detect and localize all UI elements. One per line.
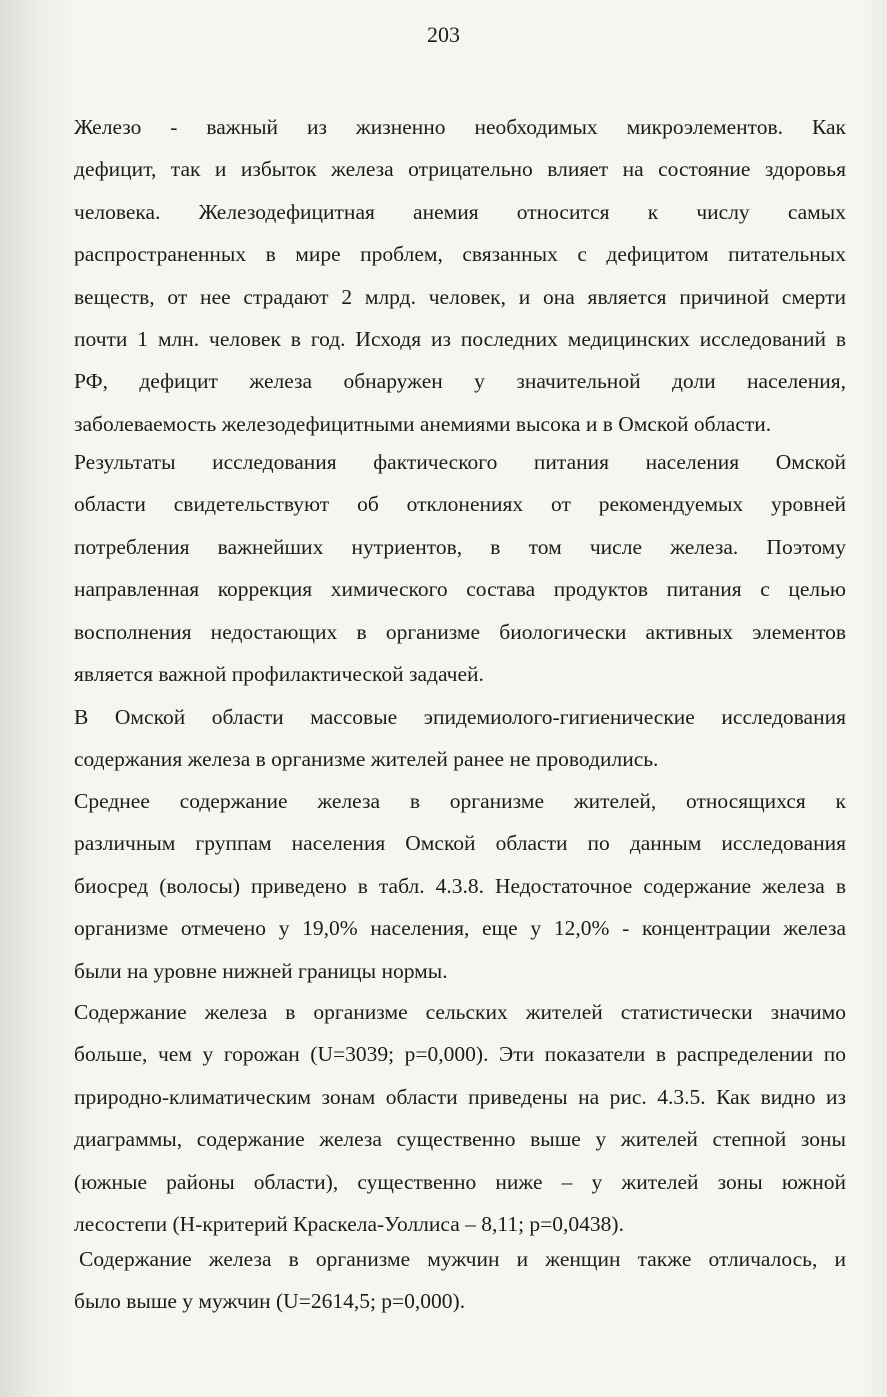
text-line: лесостепи (Н-критерий Краскела-Уоллиса – 8,11; p=0,0438). <box>74 1211 624 1236</box>
text-line: человека. Железодефицитная анемия относится к числу самых <box>74 199 846 224</box>
text-line: содержания железа в организме жителей ранее не проводились. <box>74 747 659 772</box>
text-line: природно-климатическим зонам области приведены на рис. 4.3.5. Как видно из <box>74 1084 846 1109</box>
text-line: было выше у мужчин (U=2614,5; p=0,000). <box>74 1289 466 1314</box>
paragraph-rural-urban <box>74 991 846 1245</box>
text-line: РФ, дефицит железа обнаружен у значительной доли населения, <box>74 369 846 394</box>
text-line: распространенных в мире проблем, связанных с дефицитом питательных <box>74 242 846 267</box>
text-line: веществ, от нее страдают 2 млрд. человек, и она является причиной смерти <box>74 284 846 309</box>
text-line: направленная коррекция химического состава продуктов питания с целью <box>74 577 846 602</box>
text-line: восполнения недостающих в организме биологически активных элементов <box>74 619 846 644</box>
text-line: Содержание железа в организме сельских жителей статистически значимо <box>74 1000 846 1024</box>
text-line: Содержание железа в организме мужчин и женщин также отличалось, и <box>79 1247 846 1271</box>
text-line: почти 1 млн. человек в год. Исходя из последних медицинских исследований в <box>74 326 846 351</box>
text-line: области свидетельствуют об отклонениях от рекомендуемых уровней <box>74 492 846 517</box>
text-line: были на уровне нижней границы нормы. <box>74 958 448 983</box>
text-line: является важной профилактической задачей. <box>74 661 484 686</box>
paragraph-no-studies <box>74 696 846 781</box>
paragraph-men-women <box>74 1238 846 1323</box>
text-line: Результаты исследования фактического питания населения Омской <box>74 450 846 474</box>
text-line: Железо - важный из жизненно необходимых микроэлементов. Как <box>74 115 846 139</box>
text-line: потребления важнейших нутриентов, в том числе железа. Поэтому <box>74 534 846 559</box>
text-line: Среднее содержание железа в организме жителей, относящихся к <box>74 789 846 813</box>
page-number: 203 <box>427 22 460 47</box>
text-line: дефицит, так и избыток железа отрицательно влияет на состояние здоровья <box>74 157 846 182</box>
paragraph-average-iron <box>74 780 846 992</box>
text-line: организме отмечено у 19,0% населения, еще у 12,0% - концентрации железа <box>74 916 846 941</box>
text-line: (южные районы области), существенно ниже – у жителей зоны южной <box>74 1169 846 1194</box>
text-line: различным группам населения Омской области по данным исследования <box>74 831 846 856</box>
text-line: биосред (волосы) приведено в табл. 4.3.8. Недостаточное содержание железа в <box>74 873 846 898</box>
text-line: заболеваемость железодефицитными анемиями высока и в Омской области. <box>74 411 772 436</box>
paragraph-nutrition-results <box>74 441 846 695</box>
text-line: диаграммы, содержание железа существенно выше у жителей степной зоны <box>74 1127 846 1152</box>
text-line: больше, чем у горожан (U=3039; p=0,000). Эти показатели в распределении по <box>74 1042 846 1067</box>
text-line: В Омской области массовые эпидемиолого-гигиенические исследования <box>74 705 846 729</box>
paragraph-iron-intro <box>74 106 846 445</box>
